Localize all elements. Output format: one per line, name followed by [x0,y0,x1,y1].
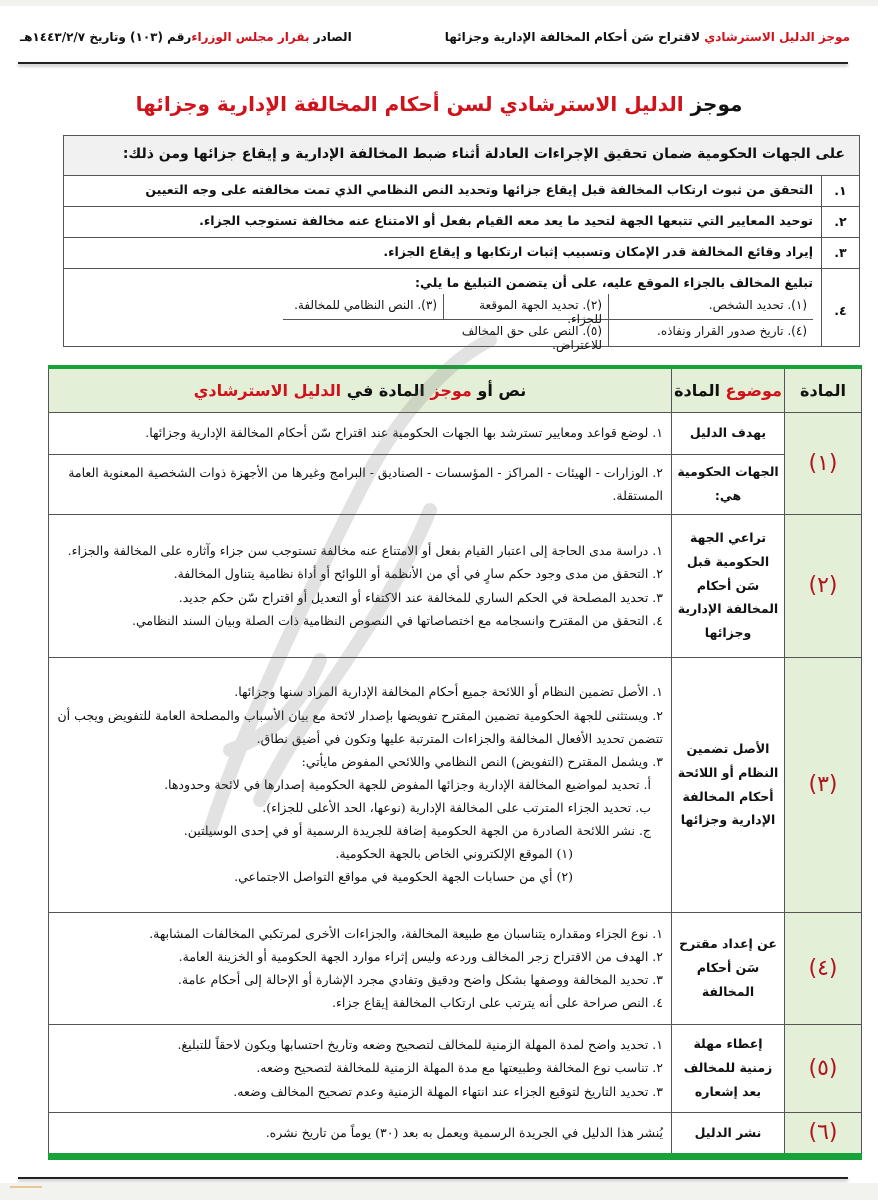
text-line: ٣. ويشمل المقترح (التفويض) النص النظامي واللائحي المفوض مايأتي: [301,753,663,769]
article-topic: الجهات الحكومية هي: [672,454,785,514]
text-line: يُنشر هذا الدليل في الجريدة الرسمية ويعمل به بعد (٣٠) يوماً من تاريخ نشره. [265,1124,663,1140]
text-line: ١. دراسة مدى الحاجة إلى اعتبار القيام بفعل أو الامتناع عنه مخالفة تستوجب سن جزاء وآثاره على المخالفة والجزاء. [67,543,663,559]
row-number: ٤. [821,269,859,346]
row-text [64,269,821,352]
article-topic: إعطاء مهلة زمنية للمخالف بعد إشعاره [672,1024,785,1112]
article-text [49,412,672,454]
text-line: ٢. التحقق من مدى وجود حكم سارٍ في أي من الأنظمة أو اللوائح أو أداة نظامية يتناول المخالفة. [173,566,663,582]
title-red: الدليل الاسترشادي لسن أحكام المخالفة الإدارية وجزائها [135,92,684,116]
table-row [49,514,862,657]
text-subsubline: (٢) أي من حسابات الجهة الحكومية في مواقع التواصل الاجتماعي. [234,869,573,885]
header-text-part: المادة في [341,380,431,400]
text-line: ٣. تحديد المخالفة ووصفها بشكل واضح ودقيق وتفادي مجرد الإشارة أو الإحالة إلى أحكام عامة. [177,972,663,987]
footer-rule [18,1177,848,1179]
table-row [49,412,862,454]
row-text: التحقق من ثبوت ارتكاب المخالفة قبل إيقاع جزائها وتحديد النص النظامي الذي تمت مخالفته على وجه التعيين [145,182,813,197]
top-strip [0,0,878,6]
fair-procedures-box [63,135,860,352]
header-text-part: نص أو [471,380,527,400]
article-number: (٥) [785,1024,862,1112]
article-text [49,657,672,912]
text-line: ٢. تناسب نوع المخالفة وطبيعتها مع مدة المهلة الزمنية للمخالفة لتصحيح وضعه. [256,1060,663,1076]
header-issued: الصادر [309,30,352,44]
header-topic-red: موضوع [725,380,782,400]
row-number: ٣. [821,238,859,268]
text-line: ٣. تحديد المصلحة في الحكم الساري للمخالفة عند الاكتفاء أو التعديل أو اقتراح سّن حكم جديد. [178,589,663,605]
header-left [20,30,352,44]
title-black: موجز [683,92,743,116]
article-topic: تراعي الجهة الحكومية قبل سَن أحكام المخالفة الإدارية وجزائها [672,514,785,657]
header-topic-black: المادة [674,380,726,400]
article-text [49,514,672,657]
notice-items [213,294,813,352]
text-line: ١. تحديد واضح لمدة المهلة الزمنية للمخالف لتصحيح وضعه وتاريخ احتسابها ويكون لاحقاً للتبليغ. [177,1037,663,1053]
notice-item: (١). تحديد الشخص. [608,294,813,320]
text-line: ٤. التحقق من المقترح وانسجامه مع اختصاصاتها في النصوص النظامية ذات الصلة وبيان السند النظامي. [132,612,663,628]
text-subsubline: (١) الموقع الإلكتروني الخاص بالجهة الحكومية. [335,846,573,862]
text-line: ٢. ويستثنى للجهة الحكومية تضمين المقترح تفويضها بإصدار لائحة مع بيان الأسباب والمصلحة العامة للتفويض ويجب أن تتضمن تحديد الأفعال المخالفة والجزاءات المترتبة عليها وتكون في أضيق نطاق. [57,707,663,746]
header-text [49,367,672,412]
text-line: ٣. تحديد التاريخ لتوقيع الجزاء عند انتهاء المهلة الزمنية وعدم تصحيح المخالف وضعه. [233,1083,663,1099]
text-line: ٢. الهدف من الاقتراح زجر المخالف وردعه وليس إثراء موارد الجهة الحكومية أو الخزينة العامة. [178,948,663,964]
row-text: توحيد المعايير التي تتبعها الجهة لتحيد ما يعد معه القيام بفعل أو الامتناع عنه مخالفة تستوجب الجزاء. [199,213,813,228]
text-subline: ب. تحديد الجزاء المترتب على المخالفة الإدارية (نوعها، الحد الأعلى للجزاء). [262,800,651,816]
page-title [0,92,878,116]
box-row [64,176,859,207]
header-text-red: موجز [430,380,472,400]
notice-item: (٤). تاريخ صدور القرار ونفاذه. [608,320,813,346]
header-red-text: موجز الدليل الاسترشادي [704,30,850,44]
header-article: المادة [785,367,862,412]
box-row [64,207,859,238]
notice-item: (٥). النص على حق المخالف للاعتراض. [461,324,602,352]
text-subline: ج. نشر اللائحة الصادرة من الجهة الحكومية إضافة للجريدة الرسمية أو في إحدى الوسيلتين. [183,823,651,839]
notice-item: (٢). تحديد الجهة الموقعة للجزاء. [443,294,608,320]
notice-intro: تبليغ المخالف بالجزاء الموقع عليه، على أن يتضمن التبليغ ما يلي: [414,275,813,290]
header-right [445,30,850,44]
table-row [49,1024,862,1112]
article-topic: عن إعداد مقترح سَن أحكام المخالفة [672,912,785,1024]
row-text: إيراد وقائع المخالفة قدر الإمكان وتسبيب إثبات ارتكابها و إيقاع الجزاء. [383,244,813,259]
box-row [64,238,859,269]
row-number: ١. [821,176,859,206]
text-line: ١. الأصل تضمين النظام أو اللائحة جميع أحكام المخالفة الإدارية المراد سنها وجزائها. [234,684,663,700]
text-line: ٢. الوزارات - الهيئات - المراكز - المؤسسات - الصناديق - البرامج وغيرها من الأجهزة ذوات الشخصية المعنوية العامة المستقلة. [68,464,663,503]
header-text: لاقتراح سَن أحكام المخالفة الإدارية وجزائها [444,30,705,44]
table-row [49,912,862,1024]
text-line: ١. نوع الجزاء ومقداره يتناسبان مع طبيعة المخالفة، والجزاءات الأخرى لمرتكبي المخالفات المشابهة. [149,925,663,941]
article-number: (٣) [785,657,862,912]
header-rule [18,62,848,64]
text-line: ١. لوضع قواعد ومعايير تسترشد بها الجهات الحكومية عند اقتراح سّن أحكام المخالفة الإدارية وجزائها. [145,425,663,441]
article-topic: الأصل تضمين النظام أو اللائحة أحكام المخالفة الإدارية وجزائها [672,657,785,912]
article-number: (٤) [785,912,862,1024]
articles-table [48,365,862,1160]
table-header [49,367,862,412]
text-subline: أ. تحديد لمواضيع المخالفة الإدارية وجزائها المفوض للجهة الحكومية إصدارها في لائحة وحدودها. [164,776,651,792]
bottom-strip [0,1183,878,1200]
notice-item: (٣). النص النظامي للمخالفة. [283,294,443,320]
row-number: ٢. [821,207,859,237]
box-row [64,269,859,352]
article-number: (١) [785,412,862,514]
header-decree: بقرار مجلس الوزراء [191,30,310,44]
article-number: (٦) [785,1112,862,1156]
running-header [20,30,850,50]
table-row [49,454,862,514]
table-row [49,1112,862,1156]
article-text [49,1112,672,1156]
box-intro: على الجهات الحكومية ضمان تحقيق الإجراءات العادلة أثناء ضبط المخالفة الإدارية و إيقاع جزائها ومن ذلك: [64,136,859,176]
article-topic: نشر الدليل [672,1112,785,1156]
table-row [49,657,862,912]
header-topic [672,367,785,412]
text-line: ٤. النص صراحة على أنه يترتب على ارتكاب المخالفة إيقاع جزاء. [332,995,663,1011]
header-number-date: رقم (١٠٣) وتاريخ ١٤٤٣/٢/٧هـ [20,30,192,44]
article-text [49,1024,672,1112]
article-text [49,912,672,1024]
page-marker [10,1186,42,1188]
article-number: (٢) [785,514,862,657]
article-topic: يهدف الدليل [672,412,785,454]
header-text-red: الدليل الاسترشادي [193,380,342,400]
article-text [49,454,672,514]
